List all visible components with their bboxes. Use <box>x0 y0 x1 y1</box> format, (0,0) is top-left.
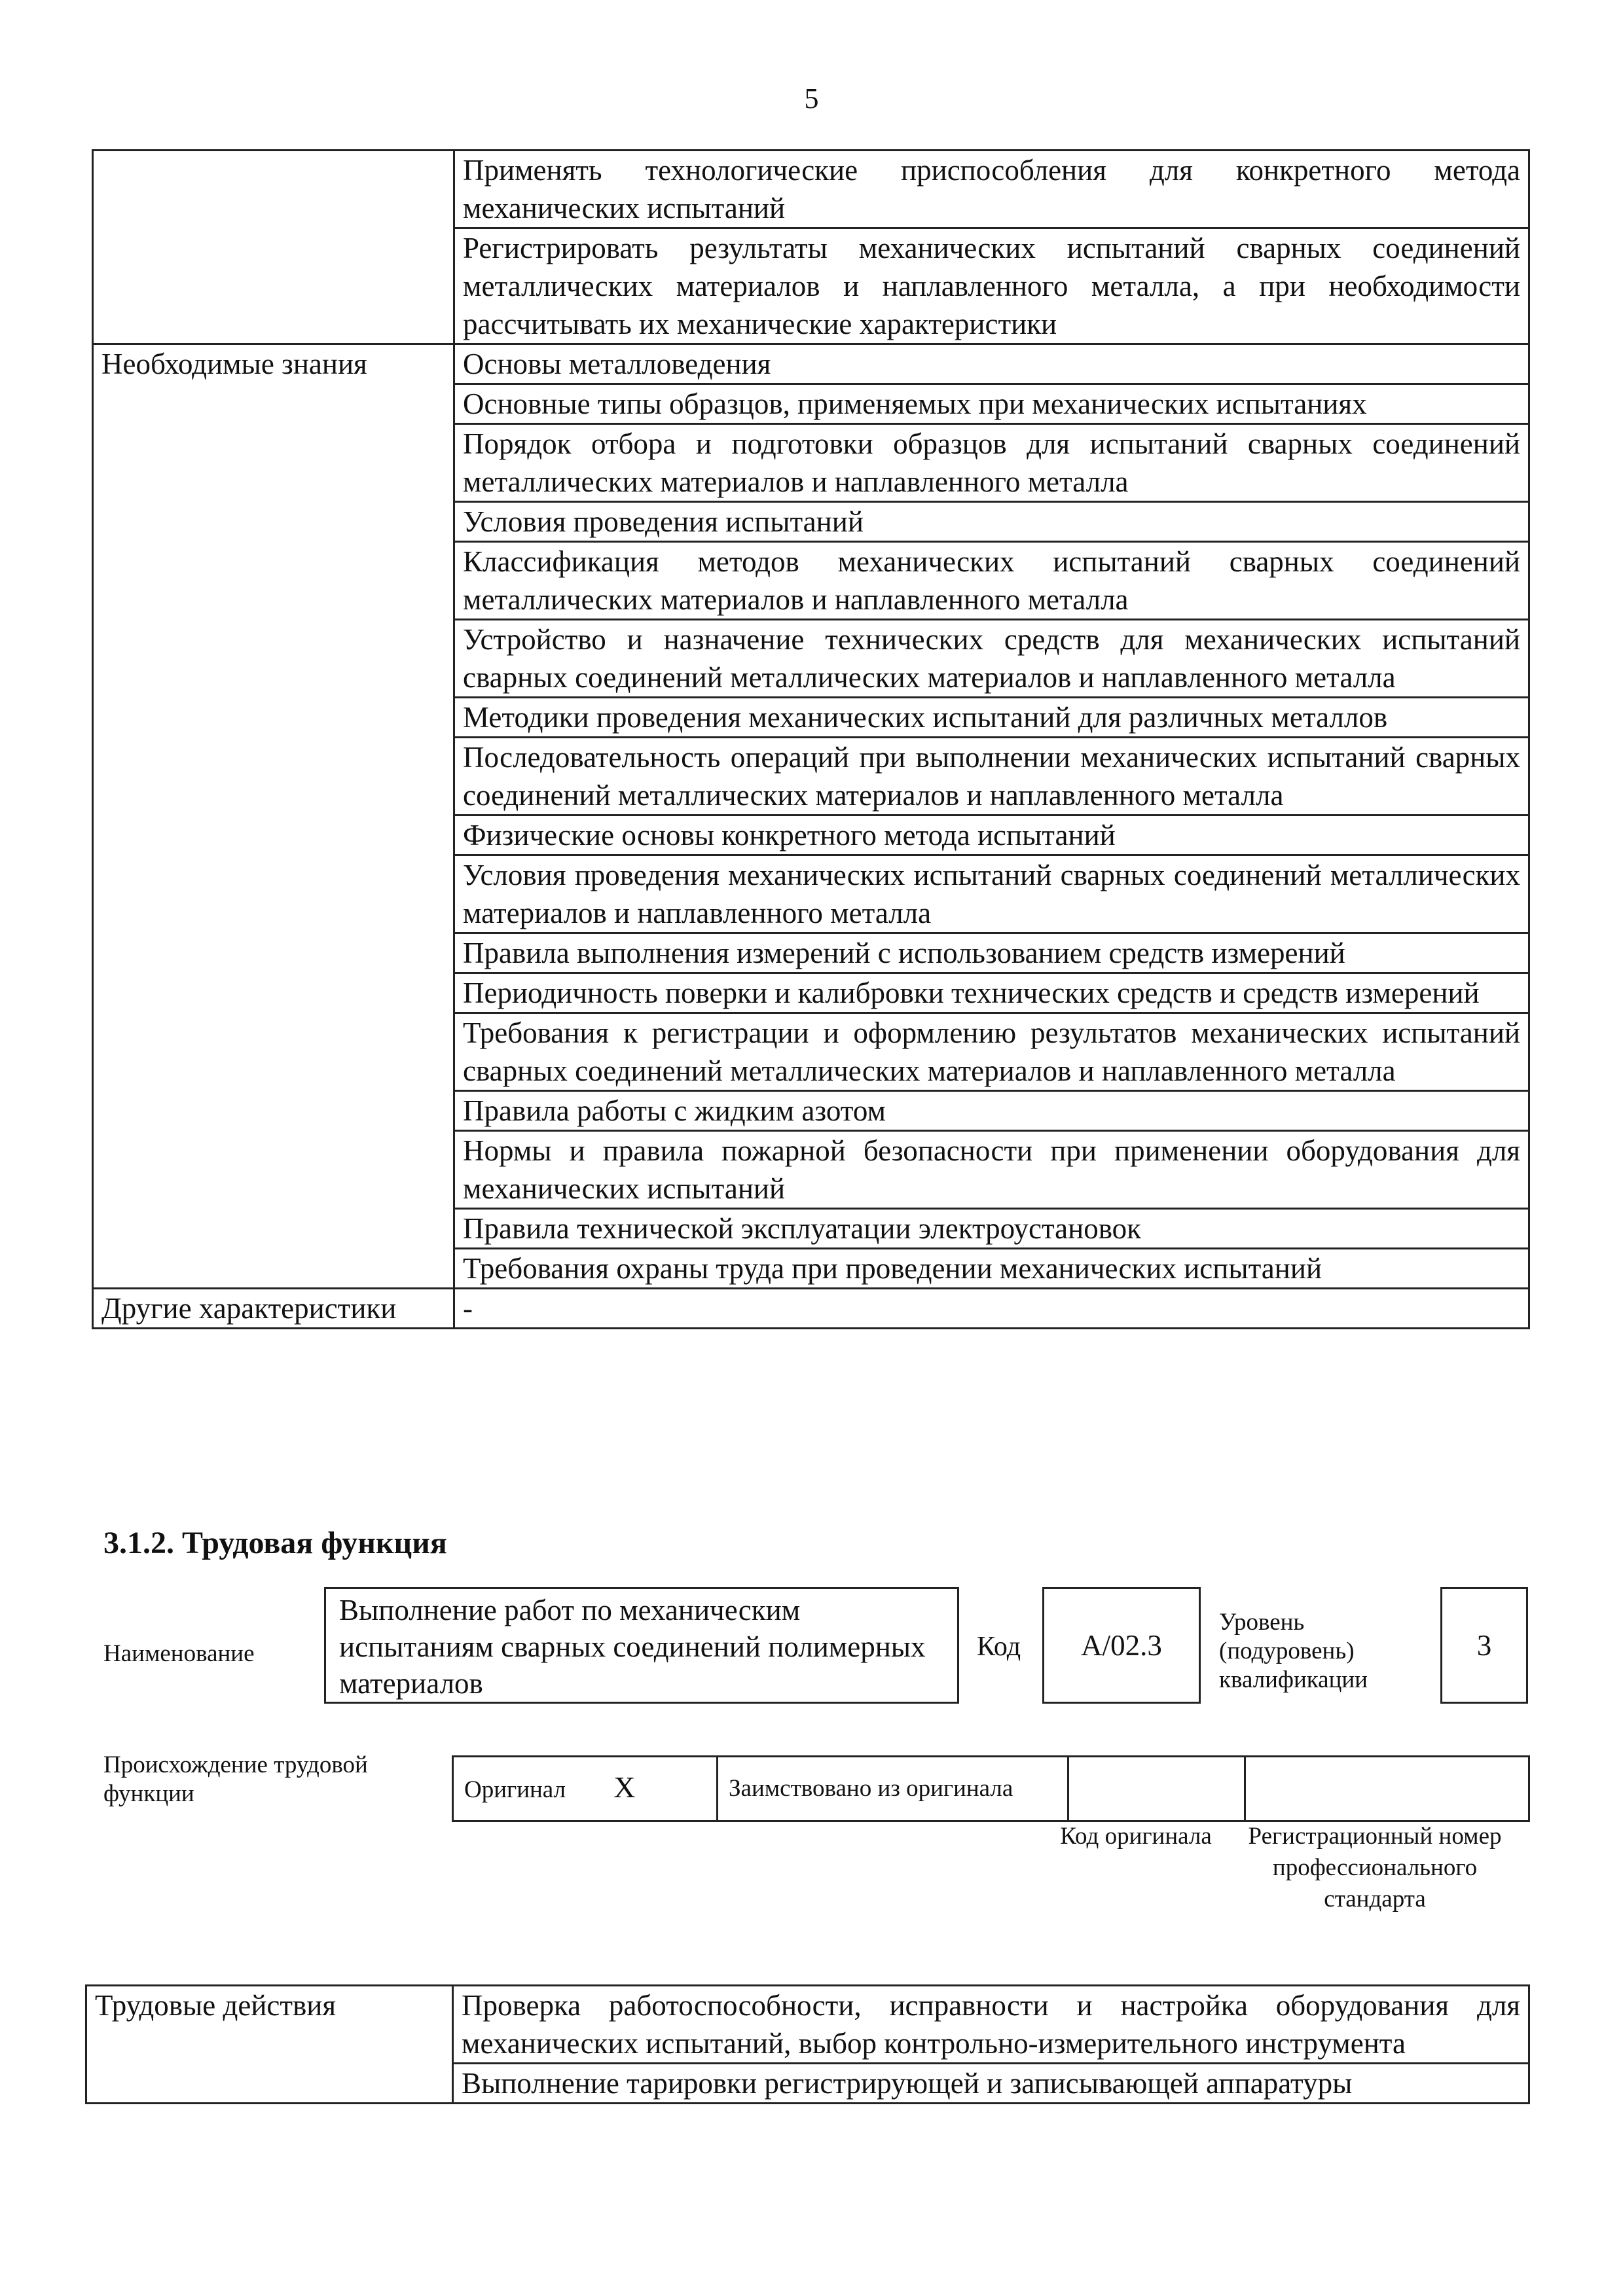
table-row <box>93 344 1529 384</box>
row-item: Выполнение тарировки регистрирующей и записывающей аппаратуры <box>453 2064 1529 2104</box>
borrowed-label: Заимствовано из оригинала <box>729 1775 1013 1802</box>
level-box <box>1440 1587 1528 1704</box>
original-code-cell <box>1068 1757 1245 1821</box>
origin-table <box>452 1755 1530 1822</box>
row-item: Правила выполнения измерений с использованием средств измерений <box>454 933 1529 973</box>
page-number: 5 <box>804 82 819 115</box>
function-name-value: Выполнение работ по механическим испытаниям сварных соединений полимерных материалов <box>339 1594 926 1700</box>
row-label: Другие характеристики <box>93 1289 454 1329</box>
row-item: Методики проведения механических испытаний для различных металлов <box>454 698 1529 738</box>
row-item: Основные типы образцов, применяемых при механических испытаниях <box>454 384 1529 424</box>
row-item: Правила технической эксплуатации электроустановок <box>454 1209 1529 1249</box>
reg-number-cell <box>1245 1757 1529 1821</box>
row-item: Основы металловедения <box>454 344 1529 384</box>
row-label: Трудовые действия <box>86 1986 453 2104</box>
row-item: Последовательность операций при выполнении механических испытаний сварных соединений металлических материалов и наплавленного металла <box>454 738 1529 816</box>
row-item: Классификация методов механических испытаний сварных соединений металлических материалов и наплавленного металла <box>454 542 1529 620</box>
row-item: Порядок отбора и подготовки образцов для испытаний сварных соединений металлических материалов и наплавленного металла <box>454 424 1529 502</box>
row-item: Требования к регистрации и оформлению результатов механических испытаний сварных соединений металлических материалов и наплавленного металла <box>454 1013 1529 1091</box>
origin-label: Происхождение трудовой функции <box>103 1751 368 1807</box>
row-item: Периодичность поверки и калибровки технических средств и средств измерений <box>454 973 1529 1013</box>
row-item: - <box>454 1289 1529 1329</box>
code-box <box>1042 1587 1201 1704</box>
code-caption: Код оригинала <box>1060 1823 1212 1850</box>
original-label: Оригинал <box>464 1776 566 1803</box>
row-item: Применять технологические приспособления для конкретного метода механических испытаний <box>454 151 1529 228</box>
row-item: Регистрировать результаты механических испытаний сварных соединений металлических материалов и наплавленного металла, а при необходимости рассчитывать их механические характеристики <box>454 228 1529 344</box>
skills-table <box>92 149 1530 1329</box>
table-row <box>93 1289 1529 1329</box>
original-cell <box>453 1757 718 1821</box>
original-mark: X <box>613 1770 636 1804</box>
row-item: Требования охраны труда при проведении механических испытаний <box>454 1249 1529 1289</box>
level-value: 3 <box>1476 1629 1492 1662</box>
row-item: Нормы и правила пожарной безопасности при применении оборудования для механических испытаний <box>454 1131 1529 1209</box>
table-row <box>93 151 1529 228</box>
table-row <box>86 1986 1529 2064</box>
function-name-box <box>324 1587 959 1704</box>
level-label: Уровень (подуровень) квалификации <box>1219 1609 1368 1693</box>
reg-caption: Регистрационный номер профессионального стандарта <box>1248 1823 1502 1912</box>
row-item: Физические основы конкретного метода испытаний <box>454 816 1529 855</box>
row-item: Проверка работоспособности, исправности и настройка оборудования для механических испытаний, выбор контрольно-измерительного инструмента <box>453 1986 1529 2064</box>
borrowed-cell <box>718 1757 1068 1821</box>
row-item: Устройство и назначение технических средств для механических испытаний сварных соединений металлических материалов и наплавленного металла <box>454 620 1529 698</box>
name-label: Наименование <box>103 1640 255 1667</box>
code-label: Код <box>977 1632 1021 1662</box>
row-label: Необходимые знания <box>93 344 454 1289</box>
row-label <box>93 151 454 344</box>
actions-table <box>85 1984 1530 2104</box>
row-item: Условия проведения испытаний <box>454 502 1529 542</box>
code-value: А/02.3 <box>1081 1629 1162 1662</box>
row-item: Правила работы с жидким азотом <box>454 1091 1529 1131</box>
section-heading: 3.1.2. Трудовая функция <box>103 1526 447 1560</box>
row-item: Условия проведения механических испытаний сварных соединений металлических материалов и наплавленного металла <box>454 855 1529 933</box>
